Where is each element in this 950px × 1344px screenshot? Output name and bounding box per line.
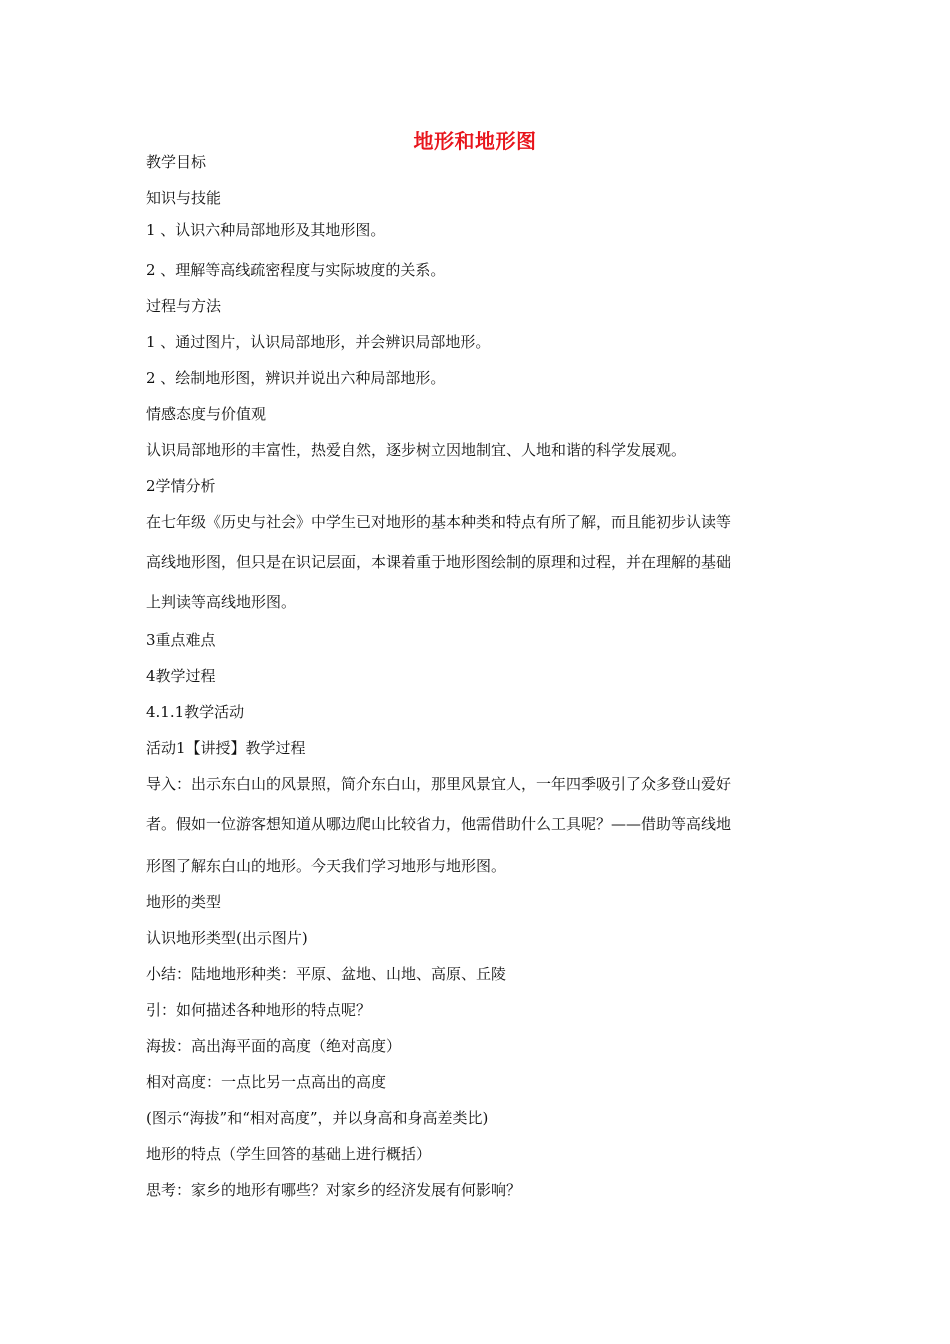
paragraph-line: 思考：家乡的地形有哪些？对家乡的经济发展有何影响？ — [146, 1181, 522, 1199]
paragraph-line: 活动1【讲授】教学过程 — [146, 739, 306, 757]
paragraph-line: 相对高度：一点比另一点高出的高度 — [146, 1073, 387, 1091]
paragraph-line: 4教学过程 — [146, 667, 216, 685]
paragraph-line: 2 、理解等高线疏密程度与实际坡度的关系。 — [146, 261, 446, 279]
page-title: 地形和地形图 — [413, 129, 537, 153]
paragraph-line: 者。假如一位游客想知道从哪边爬山比较省力，他需借助什么工具呢？——借助等高线地 — [146, 815, 732, 833]
paragraph-line: 3重点难点 — [146, 631, 216, 649]
paragraph-line: 地形的特点（学生回答的基础上进行概括） — [146, 1145, 432, 1163]
paragraph-line: 过程与方法 — [146, 297, 222, 315]
paragraph-line: 上判读等高线地形图。 — [146, 593, 297, 611]
paragraph-line: 认识地形类型(出示图片) — [146, 929, 308, 947]
paragraph-line: 地形的类型 — [146, 893, 222, 911]
paragraph-line: 1 、通过图片，认识局部地形，并会辨识局部地形。 — [146, 333, 491, 351]
paragraph-line: 海拔：高出海平面的高度（绝对高度） — [146, 1037, 402, 1055]
paragraph-line: 小结：陆地地形种类：平原、盆地、山地、高原、丘陵 — [146, 965, 507, 983]
paragraph-line: 引：如何描述各种地形的特点呢？ — [146, 1001, 372, 1019]
paragraph-line: 1 、认识六种局部地形及其地形图。 — [146, 221, 386, 239]
paragraph-line: 2学情分析 — [146, 477, 216, 495]
paragraph-line: 知识与技能 — [146, 189, 222, 207]
paragraph-line: (图示“海拔”和“相对高度”，并以身高和身高差类比) — [146, 1109, 489, 1127]
paragraph-line: 认识局部地形的丰富性，热爱自然，逐步树立因地制宜、人地和谐的科学发展观。 — [146, 441, 687, 459]
paragraph-line: 4.1.1教学活动 — [146, 703, 245, 721]
paragraph-line: 形图了解东白山的地形。今天我们学习地形与地形图。 — [146, 857, 507, 875]
paragraph-line: 情感态度与价值观 — [146, 405, 267, 423]
paragraph-line: 导入：出示东白山的风景照，简介东白山，那里风景宜人，一年四季吸引了众多登山爱好 — [146, 775, 732, 793]
paragraph-line: 2 、绘制地形图，辨识并说出六种局部地形。 — [146, 369, 446, 387]
paragraph-line: 在七年级《历史与社会》中学生已对地形的基本种类和特点有所了解，而且能初步认读等 — [146, 513, 732, 531]
paragraph-line: 教学目标 — [146, 153, 207, 171]
paragraph-line: 高线地形图，但只是在识记层面，本课着重于地形图绘制的原理和过程，并在理解的基础 — [146, 553, 732, 571]
